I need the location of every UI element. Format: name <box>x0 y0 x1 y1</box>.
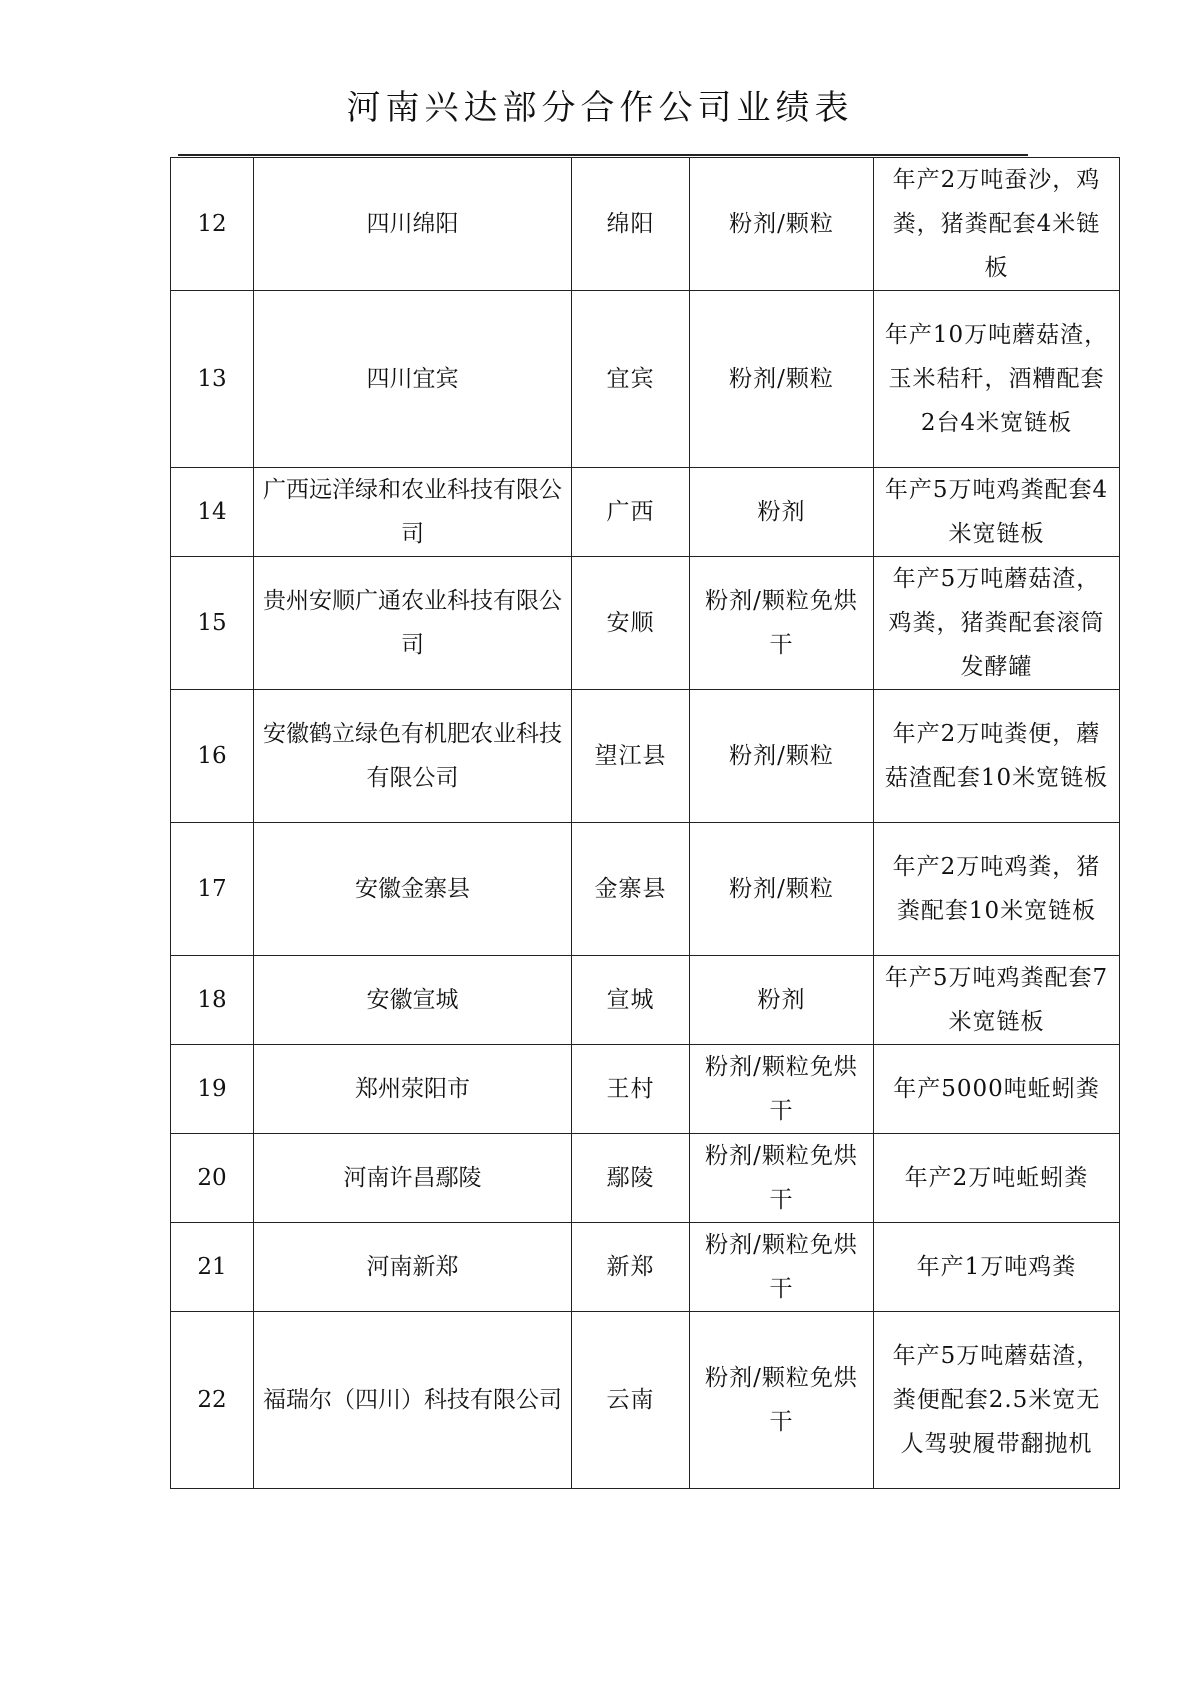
row-number: 15 <box>171 557 254 690</box>
product-form: 粉剂/颗粒免烘干 <box>690 1312 874 1489</box>
product-form: 粉剂/颗粒免烘干 <box>690 1134 874 1223</box>
table-row <box>171 956 1120 1045</box>
region: 宣城 <box>572 956 690 1045</box>
region: 宜宾 <box>572 291 690 468</box>
product-form: 粉剂/颗粒 <box>690 291 874 468</box>
region: 新郑 <box>572 1223 690 1312</box>
region: 鄢陵 <box>572 1134 690 1223</box>
project-notes: 年产2万吨鸡粪，猪粪配套10米宽链板 <box>874 823 1120 956</box>
table-row <box>171 1134 1120 1223</box>
company-name: 安徽鹤立绿色有机肥农业科技有限公司 <box>254 690 572 823</box>
row-number: 16 <box>171 690 254 823</box>
row-number: 12 <box>171 158 254 291</box>
company-name: 福瑞尔（四川）科技有限公司 <box>254 1312 572 1489</box>
product-form: 粉剂/颗粒 <box>690 823 874 956</box>
region: 广西 <box>572 468 690 557</box>
row-number: 14 <box>171 468 254 557</box>
project-notes: 年产5万吨鸡粪配套4米宽链板 <box>874 468 1120 557</box>
product-form: 粉剂/颗粒免烘干 <box>690 557 874 690</box>
region: 望江县 <box>572 690 690 823</box>
title-divider <box>178 154 1028 156</box>
project-notes: 年产10万吨蘑菇渣，玉米秸秆，酒糟配套2台4米宽链板 <box>874 291 1120 468</box>
project-notes: 年产1万吨鸡粪 <box>874 1223 1120 1312</box>
product-form: 粉剂 <box>690 468 874 557</box>
row-number: 21 <box>171 1223 254 1312</box>
table-row <box>171 468 1120 557</box>
product-form: 粉剂/颗粒免烘干 <box>690 1045 874 1134</box>
performance-table <box>170 157 1120 1489</box>
company-name: 安徽金寨县 <box>254 823 572 956</box>
project-notes: 年产5万吨蘑菇渣，粪便配套2.5米宽无人驾驶履带翻抛机 <box>874 1312 1120 1489</box>
row-number: 13 <box>171 291 254 468</box>
region: 云南 <box>572 1312 690 1489</box>
company-name: 广西远洋绿和农业科技有限公司 <box>254 468 572 557</box>
company-name: 郑州荥阳市 <box>254 1045 572 1134</box>
table-row <box>171 557 1120 690</box>
project-notes: 年产5万吨蘑菇渣，鸡粪，猪粪配套滚筒发酵罐 <box>874 557 1120 690</box>
company-name: 四川绵阳 <box>254 158 572 291</box>
row-number: 20 <box>171 1134 254 1223</box>
table-row <box>171 291 1120 468</box>
row-number: 19 <box>171 1045 254 1134</box>
row-number: 22 <box>171 1312 254 1489</box>
region: 金寨县 <box>572 823 690 956</box>
region: 绵阳 <box>572 158 690 291</box>
product-form: 粉剂/颗粒 <box>690 158 874 291</box>
company-name: 河南许昌鄢陵 <box>254 1134 572 1223</box>
project-notes: 年产2万吨蚯蚓粪 <box>874 1134 1120 1223</box>
project-notes: 年产5万吨鸡粪配套7米宽链板 <box>874 956 1120 1045</box>
row-number: 18 <box>171 956 254 1045</box>
product-form: 粉剂/颗粒 <box>690 690 874 823</box>
region: 王村 <box>572 1045 690 1134</box>
company-name: 贵州安顺广通农业科技有限公司 <box>254 557 572 690</box>
company-name: 安徽宣城 <box>254 956 572 1045</box>
product-form: 粉剂/颗粒免烘干 <box>690 1223 874 1312</box>
company-name: 四川宜宾 <box>254 291 572 468</box>
project-notes: 年产5000吨蚯蚓粪 <box>874 1045 1120 1134</box>
row-number: 17 <box>171 823 254 956</box>
page-title: 河南兴达部分合作公司业绩表 <box>346 88 854 128</box>
company-name: 河南新郑 <box>254 1223 572 1312</box>
table-row <box>171 158 1120 291</box>
table-row <box>171 823 1120 956</box>
region: 安顺 <box>572 557 690 690</box>
table-row <box>171 1045 1120 1134</box>
table-row <box>171 690 1120 823</box>
table-row <box>171 1223 1120 1312</box>
project-notes: 年产2万吨粪便，蘑菇渣配套10米宽链板 <box>874 690 1120 823</box>
table-row <box>171 1312 1120 1489</box>
project-notes: 年产2万吨蚕沙，鸡粪，猪粪配套4米链板 <box>874 158 1120 291</box>
product-form: 粉剂 <box>690 956 874 1045</box>
